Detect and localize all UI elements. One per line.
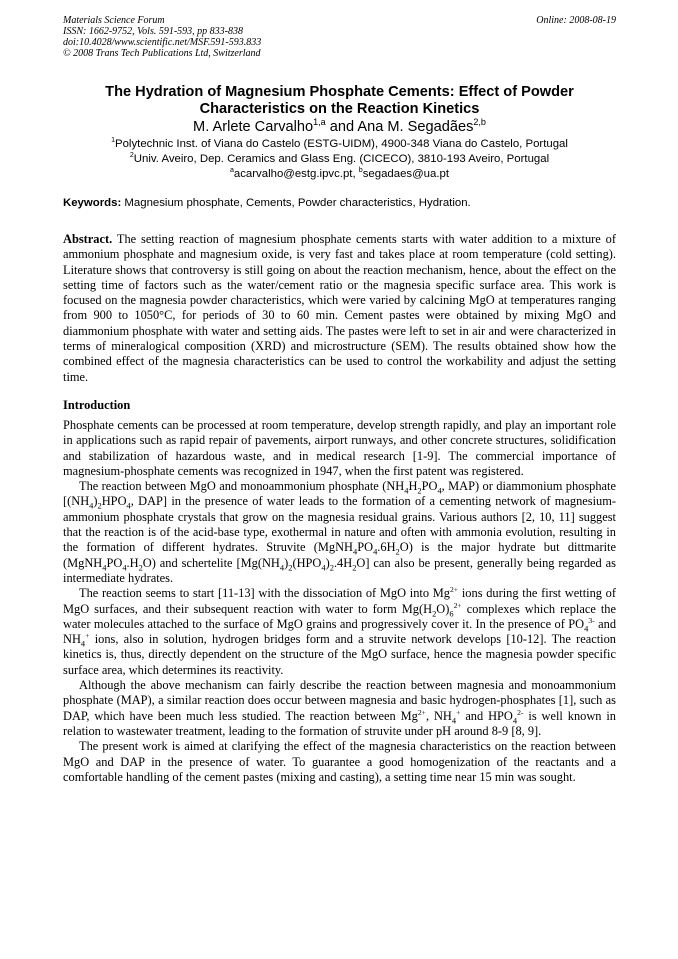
keywords-label: Keywords: [63,197,122,209]
abstract-label: Abstract. [63,232,113,246]
abstract [63,232,616,385]
journal-name: Materials Science Forum [63,15,165,26]
affiliation-2-text: Univ. Aveiro, Dep. Ceramics and Glass Eng. (CICECO), 3810-193 Aveiro, Portugal [133,153,550,165]
keywords-text: Magnesium phosphate, Cements, Powder characteristics, Hydration. [124,197,471,209]
paper-title [63,84,616,118]
introduction-body [63,418,616,785]
intro-paragraph-5: The present work is aimed at clarifying the effect of the magnesia characteristics on the reaction between MgO and DAP in the presence of water. To guarantee a good homogenization of the reactants and a comfortable handling of the cement pastes (mixing and casting), a setting time near 15 min was sought. [63,739,616,784]
email-a-mark: a [229,167,234,175]
intro-paragraph-3: The reaction seems to start [11-13] with the dissociation of MgO into $Mg^{2+}$ ions during the first wetting of MgO surfaces, and their subsequent reaction with water to form $Mg(H_2O)_6^{2+}$ complexes which replace the water molecules attached to the surface of MgO grains and progressively cover it. In the presence of $PO_4^{3-}$ and $NH_4^+$ ions, also in solution, hydrogen bridges form and a struvite network develops [10-12]. The reaction kinetics is, thus, directly dependent on the structure of the MgO surface, hence the magnesia powder specific surface area, which determines its reactivity. [63,585,617,677]
affiliation-1 [63,137,616,152]
journal-header [63,15,616,59]
author-2: Ana M. Segadães [357,119,474,135]
author-2-affiliation-mark: 2,b [473,117,486,128]
copyright-line: © 2008 Trans Tech Publications Ltd, Switzerland [63,48,261,59]
email-a-link[interactable]: acarvalho@estg.ipvc.pt, [233,168,356,180]
author-1-affiliation-mark: 1,a [313,117,326,128]
author-1: M. Arlete Carvalho [193,119,314,135]
title-line-1: The Hydration of Magnesium Phosphate Cements: Effect of Powder [105,84,574,100]
intro-paragraph-2: The reaction between MgO and monoammonium phosphate ($NH_4H_2PO_4$, MAP) or diammonium phosphate [$(NH_4)_2HPO_4$, DAP] in the presence of water leads to the formation of a cementing network of magnesium-ammonium phosphate crystals that grow on the magnesia residual grains. Various authors [2, 10, 11] suggest that the reaction is of the acid-base type, exothermal in nature and often with ammonia evolution, resulting in the formation of different hydrates. Struvite $(MgNH_4PO_4.6H_2O)$ is the major hydrate but dittmarite $(MgNH_4PO_4.H_2O)$ and schertelite $[Mg(NH_4)_2(HPO_4)_2.4H_2O]$ can also be present, generally being regarded as intermediate hydrates. [63,479,616,585]
intro-paragraph-4: Although the above mechanism can fairly describe the reaction between magnesia and monoammonium phosphate (MAP), a similar reaction does occur between magnesia and basic hydrogen-phosphates [1], such as DAP, which have been much less studied. The reaction between $Mg^{2+}$, $NH_4^+$ and $HPO_4^{2-}$ is well known in relation to wastewater treatment, leading to the formation of struvite under pH around 8-9 [8, 9]. [63,678,616,738]
affiliation-1-number: 1 [111,137,115,145]
online-date: Online: 2008-08-19 [536,15,616,26]
keywords [63,196,616,211]
doi-line: doi:10.4028/www.scientific.net/MSF.591-593.833 [63,37,262,48]
section-heading-introduction: Introduction [63,398,131,412]
issn-line: ISSN: 1662-9752, Vols. 591-593, pp 833-838 [63,26,243,37]
email-b-mark: b [358,167,363,175]
affiliation-2-number: 2 [129,152,134,160]
abstract-text: The setting reaction of magnesium phosphate cements starts with water addition to a mixture of ammonium phosphate and magnesium oxide, is very fast and takes place at room temperature (cold setting). Literature shows that controversy is still going on about the reaction mechanism, hence, about the effect on the setting time of factors such as the water/cement ratio or the magnesia specific surface area. This work is focused on the magnesia powder characteristics, which were varied by calcining MgO at temperatures ranging from 900 to 1050°C, for periods of 30 to 60 min. Cement pastes were obtained by mixing MgO and diammonium phosphate with water and setting aids. The pastes were left to set in air and were characterized in terms of mineralogical composition (XRD) and microstructure (SEM). The results obtained show how the combined effect of the magnesia characteristics can be used to control the workability and adjust the setting time. [63,232,616,384]
email-line [63,167,616,182]
author-list [63,118,616,136]
author-conjunction: and [329,119,355,135]
intro-paragraph-1: Phosphate cements can be processed at room temperature, develop strength rapidly, and play an important role in applications such as rapid repair of pavements, airport runways, and other concrete structures, solidification and stabilization of hazardous waste, and in medical research [1-9]. The commercial importance of magnesium-phosphate cements was recognized in 1947, when the first patent was registered. [63,418,616,478]
email-b-link[interactable]: segadaes@ua.pt [362,168,450,180]
affiliation-1-text: Polytechnic Inst. of Viana do Castelo (ESTG-UIDM), 4900-348 Viana do Castelo, Portugal [115,138,568,150]
affiliation-2 [63,152,616,167]
title-line-2: Characteristics on the Reaction Kinetics [199,101,480,117]
